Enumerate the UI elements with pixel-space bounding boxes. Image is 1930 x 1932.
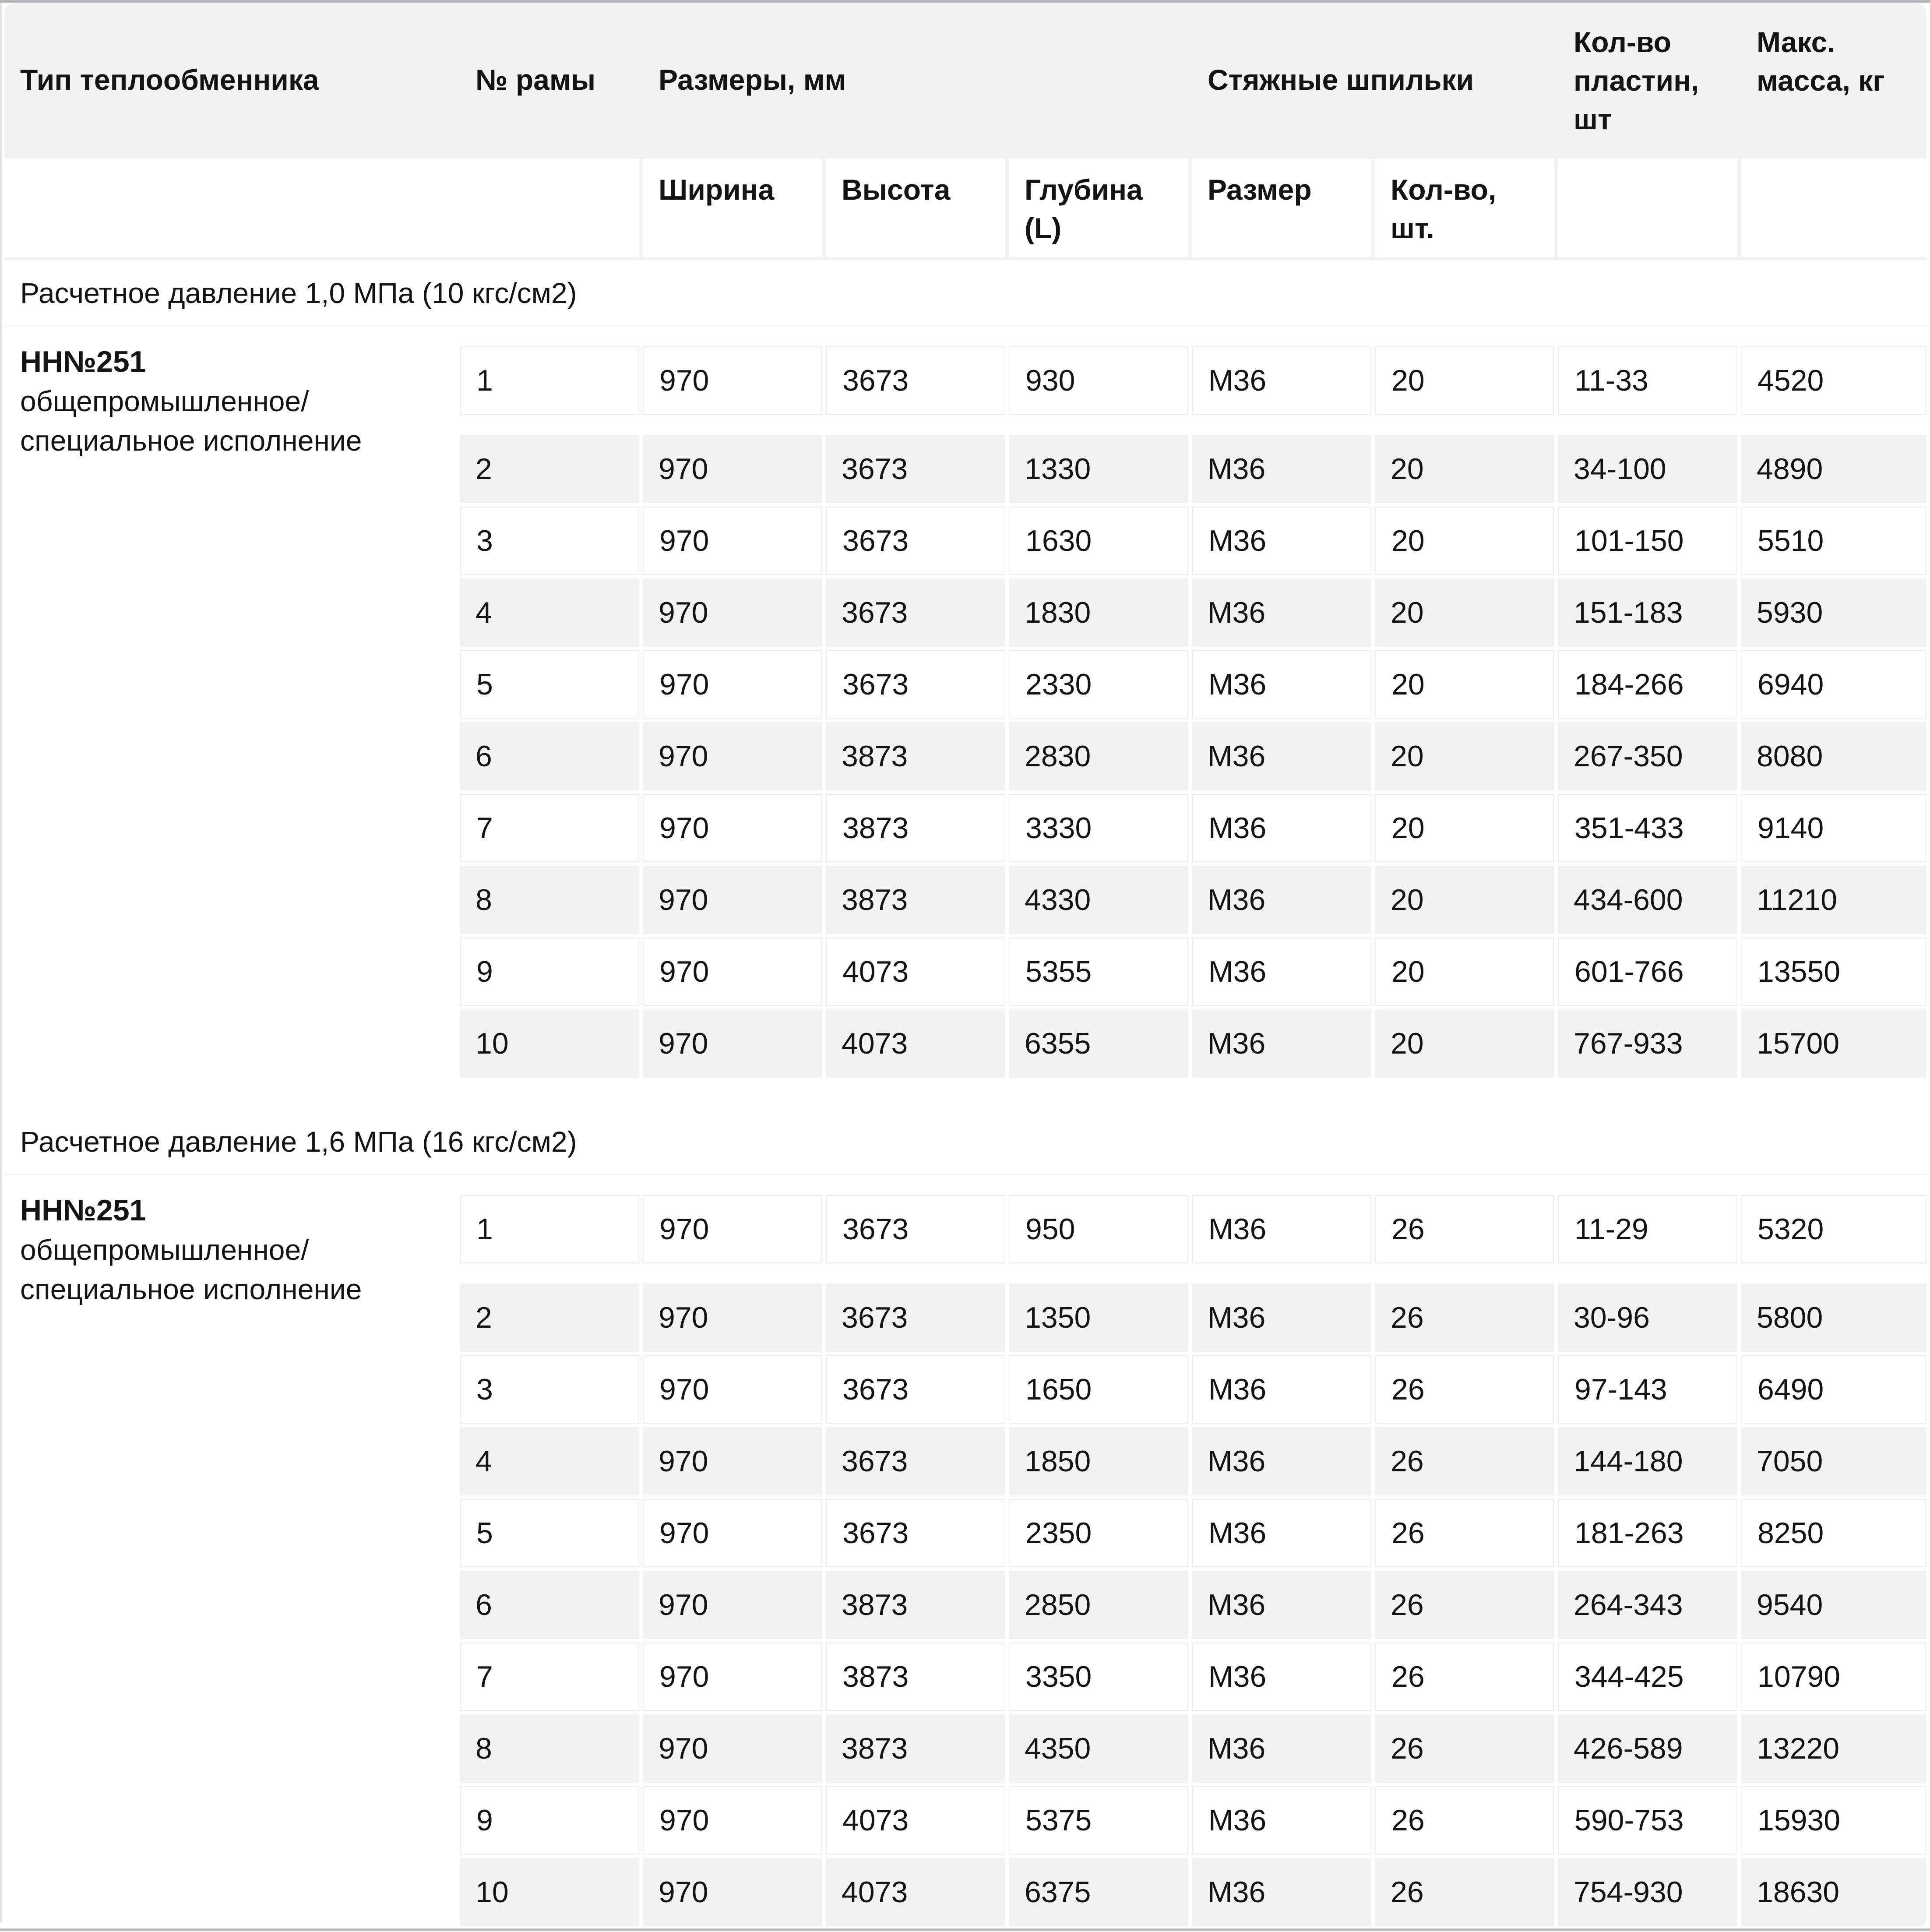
frame-number-cell: 9 [460, 1786, 639, 1854]
height-cell: 3673 [826, 507, 1005, 575]
plate-count-cell: 144-180 [1558, 1427, 1737, 1495]
table-row [460, 1009, 1926, 1078]
stud-size-cell: М36 [1192, 938, 1371, 1006]
stud-size-cell: М36 [1192, 346, 1371, 415]
depth-cell: 1850 [1009, 1427, 1188, 1495]
plate-count-cell: 11-33 [1558, 346, 1737, 415]
depth-cell: 4350 [1009, 1714, 1188, 1783]
table-row [460, 1571, 1926, 1639]
stud-size-cell: М36 [1192, 650, 1371, 719]
height-cell: 3873 [826, 722, 1005, 790]
frame-number-cell: 4 [460, 1427, 639, 1495]
stud-size-cell: М36 [1192, 866, 1371, 934]
plate-count-cell: 767-933 [1558, 1009, 1737, 1078]
plate-count-cell: 264-343 [1558, 1571, 1737, 1639]
stud-size-cell: М36 [1192, 1427, 1371, 1495]
stud-size-cell: М36 [1192, 1499, 1371, 1567]
stud-qty-cell: 20 [1375, 435, 1554, 503]
stud-qty-cell: 26 [1375, 1427, 1554, 1495]
stud-qty-cell: 26 [1375, 1283, 1554, 1352]
exchanger-type-desc-line2: специальное исполнение [20, 424, 362, 457]
max-mass-cell: 6940 [1741, 650, 1926, 719]
plate-count-cell: 30-96 [1558, 1283, 1737, 1352]
width-cell: 970 [643, 1283, 822, 1352]
depth-cell: 2350 [1009, 1499, 1188, 1567]
stud-size-cell: М36 [1192, 1714, 1371, 1783]
plate-count-cell: 34-100 [1558, 435, 1737, 503]
max-mass-cell: 7050 [1741, 1427, 1926, 1495]
stud-qty-cell: 20 [1375, 346, 1554, 415]
stud-size-cell: М36 [1192, 578, 1371, 647]
depth-cell: 6375 [1009, 1858, 1188, 1926]
stud-size-cell: М36 [1192, 1283, 1371, 1352]
stud-qty-cell: 20 [1375, 794, 1554, 862]
column-header-plate-count: Кол-во пластин, шт [1574, 26, 1699, 135]
max-mass-cell: 11210 [1741, 866, 1926, 934]
height-cell: 3673 [826, 435, 1005, 503]
frame-number-cell: 6 [460, 1571, 639, 1639]
width-cell: 970 [643, 722, 822, 790]
max-mass-cell: 5930 [1741, 578, 1926, 647]
table-row [460, 507, 1926, 575]
height-cell: 4073 [826, 1858, 1005, 1926]
height-cell: 3873 [826, 1714, 1005, 1783]
plate-count-cell: 101-150 [1558, 507, 1737, 575]
section-header-pressure-16: Расчетное давление 1,6 МПа (16 кгс/см2) [4, 1109, 1926, 1175]
frame-number-cell: 8 [460, 866, 639, 934]
table-row [460, 1858, 1926, 1926]
plate-count-cell: 267-350 [1558, 722, 1737, 790]
exchanger-type-cell [4, 330, 456, 1079]
plate-count-cell: 590-753 [1558, 1786, 1737, 1854]
depth-cell: 1330 [1009, 435, 1188, 503]
frame-number-cell: 10 [460, 1858, 639, 1926]
stud-qty-cell: 20 [1375, 1009, 1554, 1078]
subheader-height: Высота [826, 159, 1005, 257]
table-row [460, 1427, 1926, 1495]
depth-cell: 950 [1009, 1195, 1188, 1263]
section-body-pressure-10 [4, 326, 1926, 1079]
stud-size-cell: М36 [1192, 794, 1371, 862]
table-row [460, 1499, 1926, 1567]
height-cell: 3673 [826, 1195, 1005, 1263]
stud-size-cell: М36 [1192, 435, 1371, 503]
frame-number-cell: 7 [460, 794, 639, 862]
max-mass-cell: 10790 [1741, 1643, 1926, 1711]
subheader-empty-merged [4, 159, 639, 257]
max-mass-cell: 18630 [1741, 1858, 1926, 1926]
height-cell: 3673 [826, 1427, 1005, 1495]
table-row [460, 1643, 1926, 1711]
max-mass-cell: 9140 [1741, 794, 1926, 862]
plate-count-cell: 181-263 [1558, 1499, 1737, 1567]
max-mass-cell: 4520 [1741, 346, 1926, 415]
plate-count-cell: 351-433 [1558, 794, 1737, 862]
column-header-max-mass: Макс. масса, кг [1757, 26, 1885, 97]
height-cell: 4073 [826, 1009, 1005, 1078]
max-mass-cell: 5320 [1741, 1195, 1926, 1263]
width-cell: 970 [643, 866, 822, 934]
table-row [460, 938, 1926, 1006]
stud-qty-cell: 26 [1375, 1571, 1554, 1639]
height-cell: 3873 [826, 866, 1005, 934]
table-row [460, 1714, 1926, 1783]
table-row [460, 578, 1926, 647]
frame-number-cell: 2 [460, 435, 639, 503]
exchanger-type-desc-line1: общепромышленное/ [20, 385, 309, 417]
width-cell: 970 [643, 1355, 822, 1424]
height-cell: 4073 [826, 938, 1005, 1006]
width-cell: 970 [643, 650, 822, 719]
exchanger-type-desc-line1: общепромышленное/ [20, 1234, 309, 1266]
max-mass-cell: 4890 [1741, 435, 1926, 503]
stud-qty-cell: 26 [1375, 1714, 1554, 1783]
exchanger-type-cell [4, 1178, 456, 1927]
stud-size-cell: М36 [1192, 1571, 1371, 1639]
stud-size-cell: М36 [1192, 1009, 1371, 1078]
max-mass-cell: 5510 [1741, 507, 1926, 575]
max-mass-cell: 9540 [1741, 1571, 1926, 1639]
frame-number-cell: 3 [460, 507, 639, 575]
frame-number-cell: 2 [460, 1283, 639, 1352]
section-body-pressure-16 [4, 1175, 1926, 1927]
frame-number-cell: 6 [460, 722, 639, 790]
column-header-tie-studs: Стяжные шпильки [1208, 63, 1474, 96]
width-cell: 970 [643, 1643, 822, 1711]
column-header-dimensions: Размеры, мм [659, 63, 846, 96]
stud-qty-cell: 26 [1375, 1499, 1554, 1567]
depth-cell: 5375 [1009, 1786, 1188, 1854]
table-row [460, 1283, 1926, 1352]
table-row [460, 1786, 1926, 1854]
stud-qty-cell: 26 [1375, 1858, 1554, 1926]
width-cell: 970 [643, 1499, 822, 1567]
width-cell: 970 [643, 1427, 822, 1495]
width-cell: 970 [643, 1195, 822, 1263]
height-cell: 3873 [826, 1571, 1005, 1639]
bottom-edge-bar [0, 1928, 1930, 1931]
data-rows-pressure-10 [460, 346, 1926, 1079]
heat-exchanger-table [4, 4, 1926, 1927]
width-cell: 970 [643, 938, 822, 1006]
column-header-type: Тип теплообменника [20, 63, 319, 96]
stud-size-cell: М36 [1192, 1195, 1371, 1263]
width-cell: 970 [643, 435, 822, 503]
width-cell: 970 [643, 1786, 822, 1854]
plate-count-cell: 434-600 [1558, 866, 1737, 934]
section-header-pressure-10: Расчетное давление 1,0 МПа (10 кгс/см2) [4, 261, 1926, 326]
left-edge-line [0, 3, 2, 1922]
frame-number-cell: 9 [460, 938, 639, 1006]
table-row [460, 794, 1926, 862]
depth-cell: 930 [1009, 346, 1188, 415]
depth-cell: 2830 [1009, 722, 1188, 790]
data-rows-pressure-16 [460, 1195, 1926, 1927]
table-row [460, 866, 1926, 934]
max-mass-cell: 13220 [1741, 1714, 1926, 1783]
plate-count-cell: 344-425 [1558, 1643, 1737, 1711]
exchanger-type-desc-line2: специальное исполнение [20, 1273, 362, 1305]
table-row [460, 435, 1926, 503]
frame-number-cell: 5 [460, 1499, 639, 1567]
width-cell: 970 [643, 1009, 822, 1078]
stud-qty-cell: 26 [1375, 1195, 1554, 1263]
table-row [460, 1195, 1926, 1263]
stud-size-cell: М36 [1192, 1355, 1371, 1424]
stud-qty-cell: 20 [1375, 507, 1554, 575]
max-mass-cell: 5800 [1741, 1283, 1926, 1352]
plate-count-cell: 97-143 [1558, 1355, 1737, 1424]
depth-cell: 4330 [1009, 866, 1188, 934]
plate-count-cell: 151-183 [1558, 578, 1737, 647]
stud-qty-cell: 20 [1375, 722, 1554, 790]
depth-cell: 2330 [1009, 650, 1188, 719]
table-row [460, 650, 1926, 719]
exchanger-type-name: НН№251 [20, 1194, 146, 1227]
depth-cell: 1350 [1009, 1283, 1188, 1352]
height-cell: 3673 [826, 578, 1005, 647]
stud-qty-cell: 20 [1375, 650, 1554, 719]
top-edge-bar [0, 0, 1930, 3]
width-cell: 970 [643, 1571, 822, 1639]
max-mass-cell: 6490 [1741, 1355, 1926, 1424]
subheader-width: Ширина [643, 159, 822, 257]
width-cell: 970 [643, 1858, 822, 1926]
stud-qty-cell: 26 [1375, 1643, 1554, 1711]
subheader-stud-size: Размер [1192, 159, 1371, 257]
table-header-row [4, 4, 1926, 155]
max-mass-cell: 8080 [1741, 722, 1926, 790]
depth-cell: 1650 [1009, 1355, 1188, 1424]
height-cell: 3673 [826, 650, 1005, 719]
depth-cell: 2850 [1009, 1571, 1188, 1639]
height-cell: 3673 [826, 1499, 1005, 1567]
height-cell: 3673 [826, 1355, 1005, 1424]
height-cell: 4073 [826, 1786, 1005, 1854]
stud-size-cell: М36 [1192, 1643, 1371, 1711]
plate-count-cell: 426-589 [1558, 1714, 1737, 1783]
frame-number-cell: 10 [460, 1009, 639, 1078]
depth-cell: 1630 [1009, 507, 1188, 575]
table-subheader-row [4, 155, 1926, 261]
max-mass-cell: 15700 [1741, 1009, 1926, 1078]
plate-count-cell: 601-766 [1558, 938, 1737, 1006]
plate-count-cell: 11-29 [1558, 1195, 1737, 1263]
height-cell: 3873 [826, 794, 1005, 862]
height-cell: 3673 [826, 1283, 1005, 1352]
exchanger-type-name: НН№251 [20, 345, 146, 378]
frame-number-cell: 3 [460, 1355, 639, 1424]
width-cell: 970 [643, 346, 822, 415]
max-mass-cell: 8250 [1741, 1499, 1926, 1567]
depth-cell: 3330 [1009, 794, 1188, 862]
width-cell: 970 [643, 1714, 822, 1783]
height-cell: 3873 [826, 1643, 1005, 1711]
table-row [460, 1355, 1926, 1424]
stud-size-cell: М36 [1192, 1858, 1371, 1926]
plate-count-cell: 754-930 [1558, 1858, 1737, 1926]
stud-qty-cell: 20 [1375, 866, 1554, 934]
frame-number-cell: 1 [460, 346, 639, 415]
stud-size-cell: М36 [1192, 507, 1371, 575]
subheader-empty-plates [1558, 159, 1737, 257]
stud-qty-cell: 20 [1375, 578, 1554, 647]
column-header-frame-number: № рамы [475, 63, 596, 96]
frame-number-cell: 8 [460, 1714, 639, 1783]
width-cell: 970 [643, 578, 822, 647]
frame-number-cell: 7 [460, 1643, 639, 1711]
max-mass-cell: 13550 [1741, 938, 1926, 1006]
width-cell: 970 [643, 794, 822, 862]
depth-cell: 5355 [1009, 938, 1188, 1006]
height-cell: 3673 [826, 346, 1005, 415]
stud-size-cell: М36 [1192, 1786, 1371, 1854]
frame-number-cell: 1 [460, 1195, 639, 1263]
frame-number-cell: 5 [460, 650, 639, 719]
stud-qty-cell: 20 [1375, 938, 1554, 1006]
plate-count-cell: 184-266 [1558, 650, 1737, 719]
depth-cell: 3350 [1009, 1643, 1188, 1711]
subheader-stud-qty: Кол-во, шт. [1375, 159, 1554, 257]
depth-cell: 6355 [1009, 1009, 1188, 1078]
frame-number-cell: 4 [460, 578, 639, 647]
stud-qty-cell: 26 [1375, 1786, 1554, 1854]
subheader-empty-mass [1741, 159, 1926, 257]
depth-cell: 1830 [1009, 578, 1188, 647]
width-cell: 970 [643, 507, 822, 575]
max-mass-cell: 15930 [1741, 1786, 1926, 1854]
table-row [460, 722, 1926, 790]
stud-qty-cell: 26 [1375, 1355, 1554, 1424]
table-row [460, 346, 1926, 415]
subheader-depth: Глубина (L) [1009, 159, 1188, 257]
stud-size-cell: М36 [1192, 722, 1371, 790]
